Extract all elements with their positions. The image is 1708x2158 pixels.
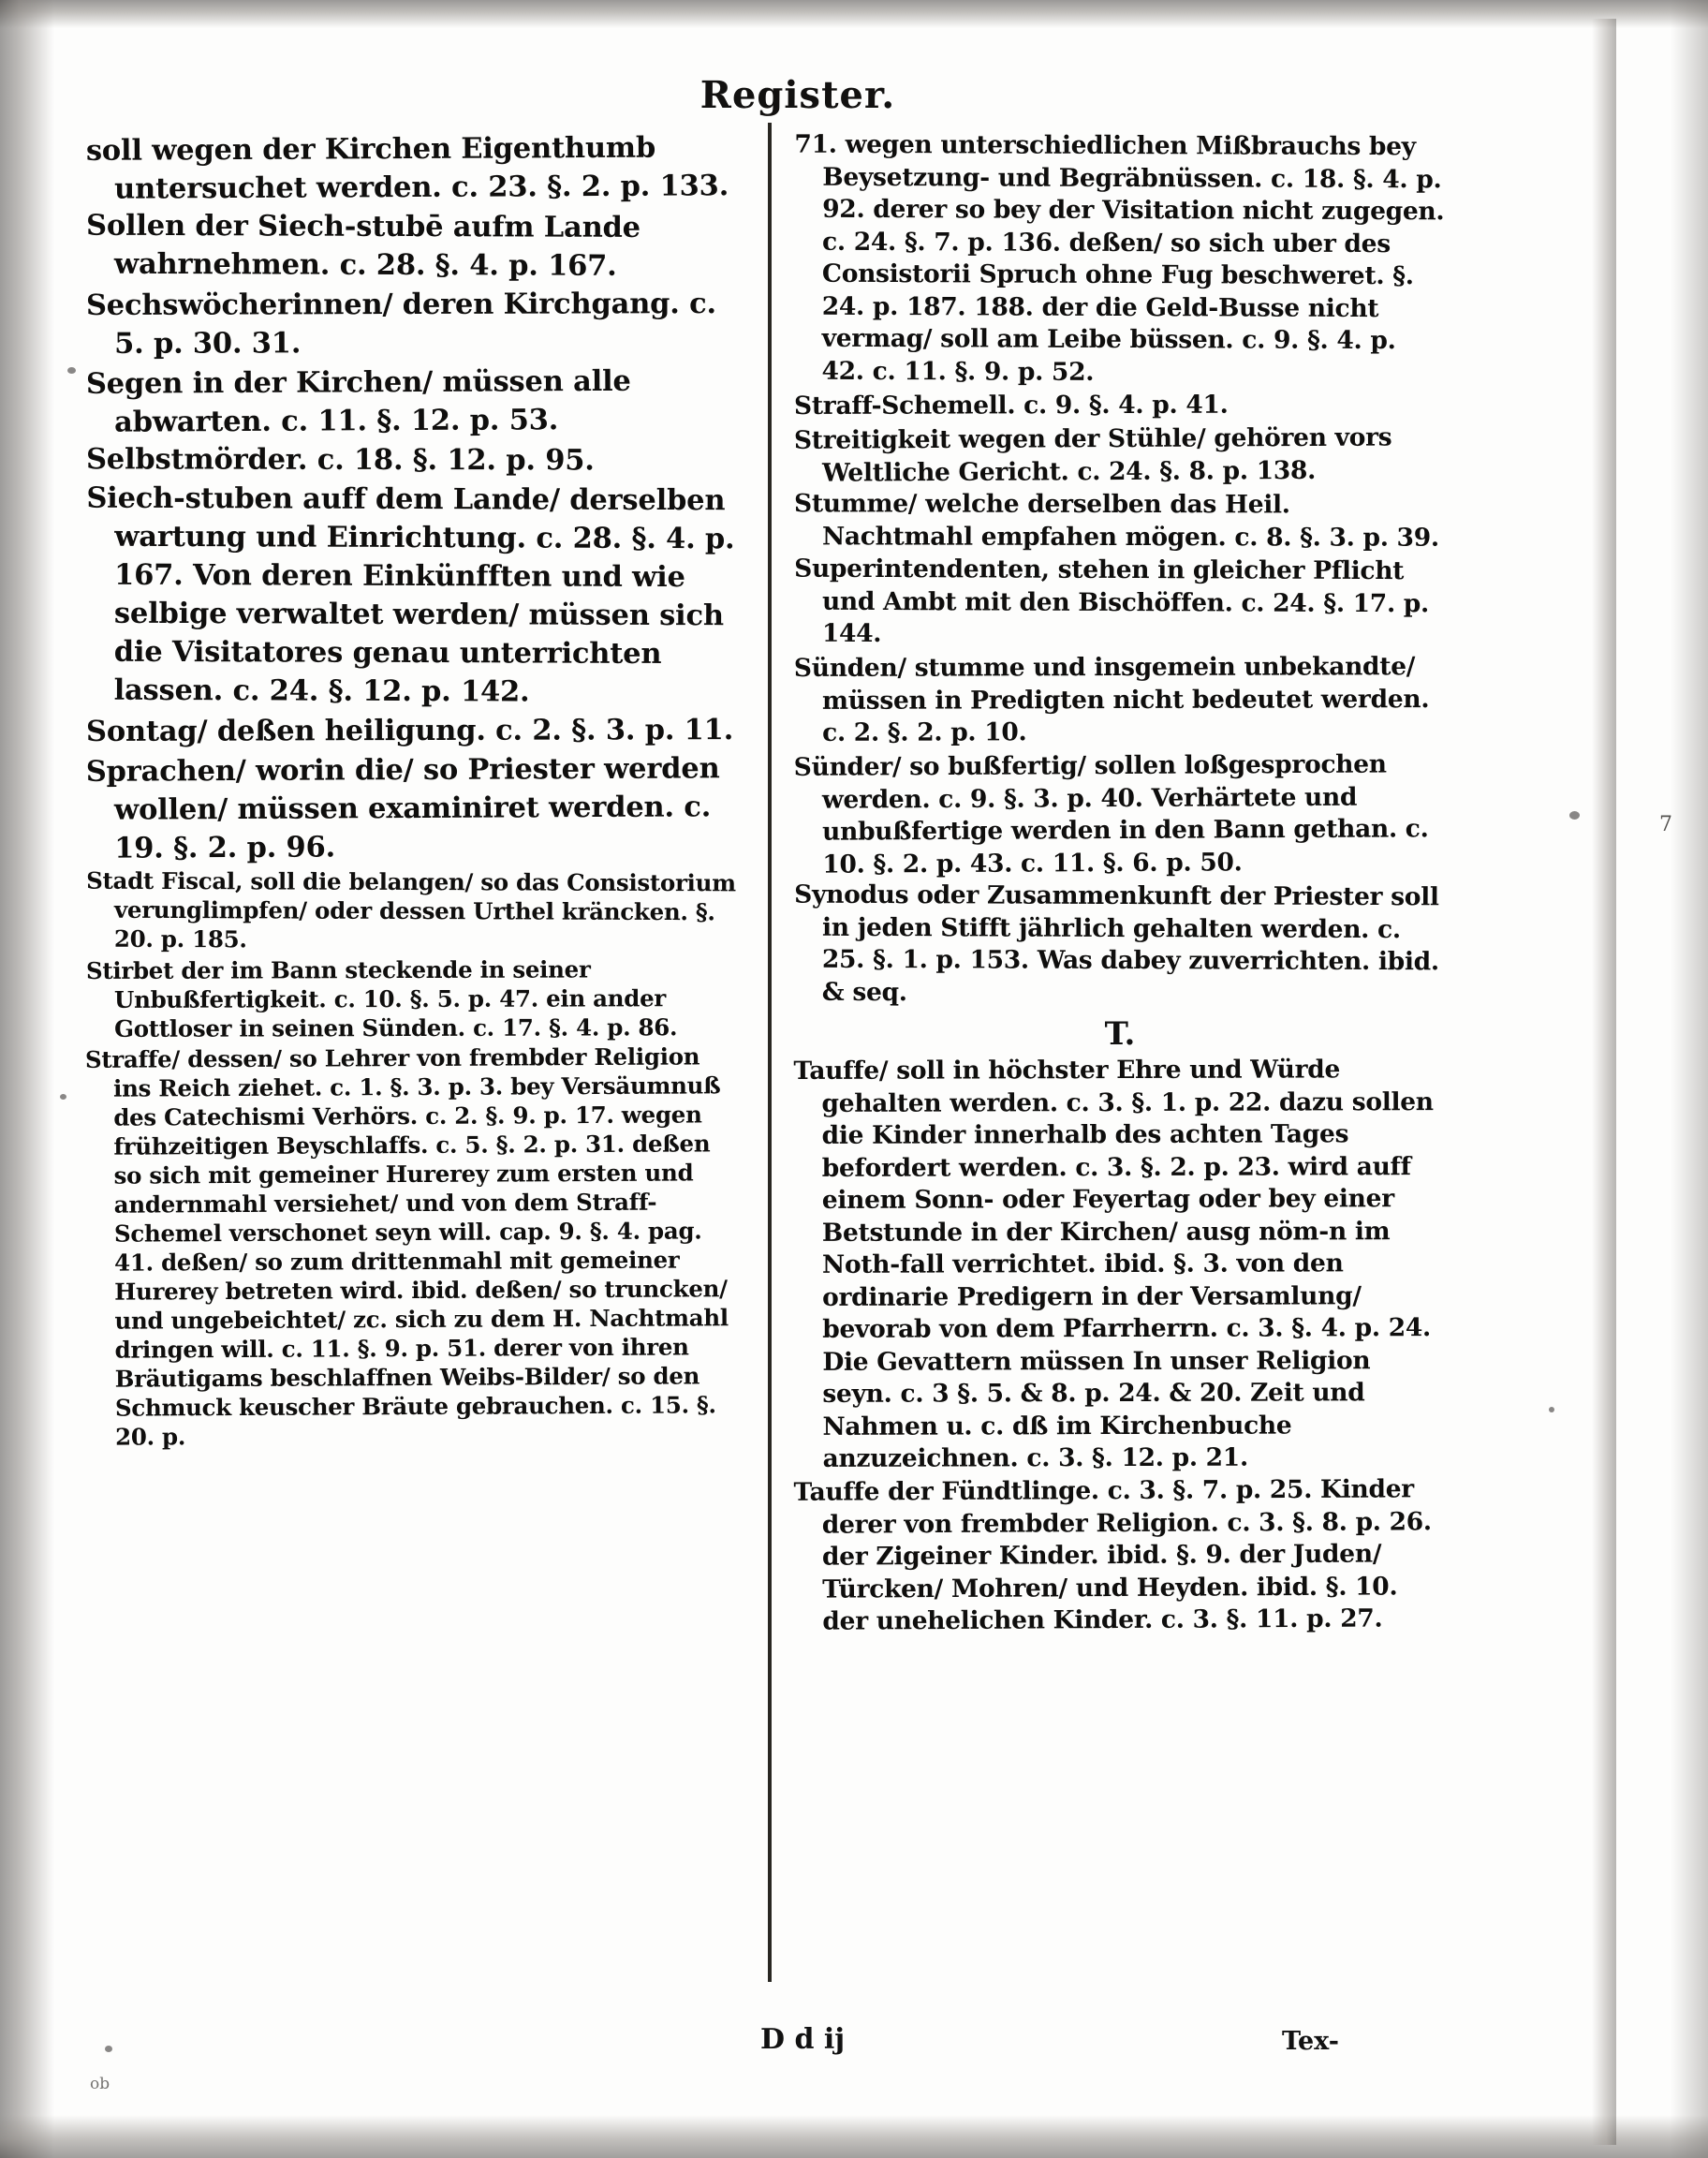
two-column-body: [86, 130, 1509, 1638]
scan-edge-right: [1671, 0, 1708, 2158]
scan-speck: [1569, 811, 1580, 820]
index-entry: Stirbet der im Bann steckende in seiner Unbußfertigkeit. c. 10. §. 5. p. 47. ein ander Gottloser in seinen Sünden. c. 17. §. 4. p. 86.: [85, 955, 678, 1042]
index-entry: Sontag/ deßen heiligung. c. 2. §. 3. p. 11.: [85, 713, 734, 748]
index-entry: Superintendenten, stehen in gleicher Pflicht und Ambt mit den Bischöffen. c. 24. §. 17. p. 144.: [794, 554, 1430, 648]
index-entry: Sünder/ so bußfertig/ sollen loßgesprochen werden. c. 9. §. 3. p. 40. Verhärtete und unbußfertige werden in den Bann gethan. c. 10. §. 2. p. 43. c. 11. §. 6. p. 50.: [793, 749, 1429, 879]
index-entry: Siech-stuben auff dem Lande/ derselben wartung und Einrichtung. c. 28. §. 4. p. 167. Von deren Einkünfften und wie selbige verwaltet werden/ müssen sich die Visitatores genau unterrichten lassen. c. 24. §. 12. p. 142.: [86, 480, 735, 709]
index-entry: Tauffe/ soll in höchster Ehre und Würde gehalten werden. c. 3. §. 1. p. 22. dazu sollen die Kinder innerhalb des achten Tages befordert werden. c. 3. §. 2. p. 23. wird auff einem Sonn- oder Feyertag oder bey einer Betstunde in der Kirchen/ ausg nöm-n im Noth-fall verrichtet. ibid. §. 3. von den ordinarie Predigern in der Versamlung/ bevorab von dem Pfarrherrn. c. 3. §. 4. p. 24. Die Gevattern müssen In unser Religion seyn. c. 3 §. 5. & 8. p. 24. & 20. Zeit und Nahmen u. c. dß im Kirchenbuche anzuzeichnen. c. 3. §. 12. p. 21.: [793, 1054, 1434, 1473]
scan-edge-bottom: [0, 2115, 1708, 2158]
index-entry: 71. wegen unterschiedlichen Mißbrauchs bey Beysetzung- und Begräbnüssen. c. 18. §. 4. p. 92. derer so bey der Visitation nicht zugegen. c. 24. §. 7. p. 136. deßen/ so sich uber des Consistorii Spruch ohne Fug beschweret. §. 24. p. 187. 188. der die Geld-Busse nicht vermag/ soll am Leibe büssen. c. 9. §. 4. p. 42. c. 11. §. 9. p. 52.: [794, 129, 1445, 387]
scan-speck: [1549, 1407, 1554, 1412]
index-entry: Straff-Schemell. c. 9. §. 4. p. 41.: [793, 390, 1229, 421]
scan-edge-left: [0, 0, 54, 2158]
scan-edge-top: [0, 0, 1708, 28]
index-entry: Streitigkeit wegen der Stühle/ gehören vors Weltliche Gericht. c. 24. §. 8. p. 138.: [793, 421, 1392, 487]
signature-mark: D d ij: [760, 2023, 846, 2056]
right-column: [766, 130, 1446, 1638]
edge-margin-mark: 7: [1659, 813, 1672, 836]
index-entry: Selbstmörder. c. 18. §. 12. p. 95.: [85, 442, 595, 478]
scan-spine-shadow: [1592, 19, 1616, 2145]
index-entry: Sechswöcherinnen/ deren Kirchgang. c. 5. p. 30. 31.: [85, 287, 716, 361]
index-entry: Sünden/ stumme und insgemein unbekandte/ müssen in Predigten nicht bedeutet werden. c. 2. §. 2. p. 10.: [793, 652, 1430, 747]
page-footer: [86, 2023, 1509, 2066]
catchword: Tex-: [1281, 2027, 1339, 2056]
scan-speck: [67, 367, 76, 374]
running-head: Register.: [699, 73, 896, 117]
index-entry: Tauffe der Fündtlinge. c. 3. §. 7. p. 25. Kinder derer von frembder Religion. c. 3. §. 8. p. 26. der Zigeiner Kinder. ibid. §. 9. der Juden/ Türcken/ Mohren/ und Heyden. ibid. §. 10. der unehelichen Kinder. c. 3. §. 11. p. 27.: [793, 1474, 1432, 1636]
index-entry: Stadt Fiscal, soll die belangen/ so das Consistorium verunglimpfen/ oder dessen Urthel kräncken. §. 20. p. 185.: [86, 866, 736, 953]
index-entry: soll wegen der Kirchen Eigenthumb untersuchet werden. c. 23. §. 2. p. 133.: [85, 130, 729, 206]
folio-margin-mark: ob: [90, 2075, 110, 2093]
index-entry: Segen in der Kirchen/ müssen alle abwarten. c. 11. §. 12. p. 53.: [85, 363, 631, 439]
page-content: [86, 73, 1509, 2059]
index-entry: Sollen der Siech-stubē aufm Lande wahrnehmen. c. 28. §. 4. p. 167.: [86, 208, 640, 283]
index-entry: Synodus oder Zusammenkunft der Priester soll in jeden Stifft jährlich gehalten werden. c. 25. §. 1. p. 153. Was dabey zuverrichten. ibid. & seq.: [794, 879, 1439, 1007]
section-letter-heading: T.: [1104, 1014, 1136, 1053]
index-entry: Stumme/ welche derselben das Heil. Nachtmahl empfahen mögen. c. 8. §. 3. p. 39.: [794, 488, 1439, 552]
scan-speck: [60, 1094, 66, 1100]
column-divider-rule: [768, 123, 772, 1982]
index-entry: Sprachen/ worin die/ so Priester werden wollen/ müssen examiniret werden. c. 19. §. 2. p. 96.: [85, 751, 720, 865]
index-entry: Straffe/ dessen/ so Lehrer von frembder Religion ins Reich ziehet. c. 1. §. 3. p. 3. bey Versäumnuß des Catechismi Verhörs. c. 2. §. 9. p. 17. wegen frühzeitigen Beyschlaffs. c. 5. §. 2. p. 31. deßen so sich mit gemeiner Hurerey zum ersten und andernmahl versiehet/ und von dem Straff-Schemel verschonet seyn will. cap. 9. §. 4. pag. 41. deßen/ so zum drittenmahl mit gemeiner Hurerey betreten wird. ibid. deßen/ so truncken/ und ungebeichtet/ zc. sich zu dem H. Nachtmahl dringen will. c. 11. §. 9. p. 51. derer von ihren Bräutigams beschlaffnen Weibs-Bilder/ so den Schmuck keuscher Bräute gebrauchen. c. 15. §. 20. p.: [84, 1042, 729, 1451]
left-column: [86, 130, 766, 1451]
